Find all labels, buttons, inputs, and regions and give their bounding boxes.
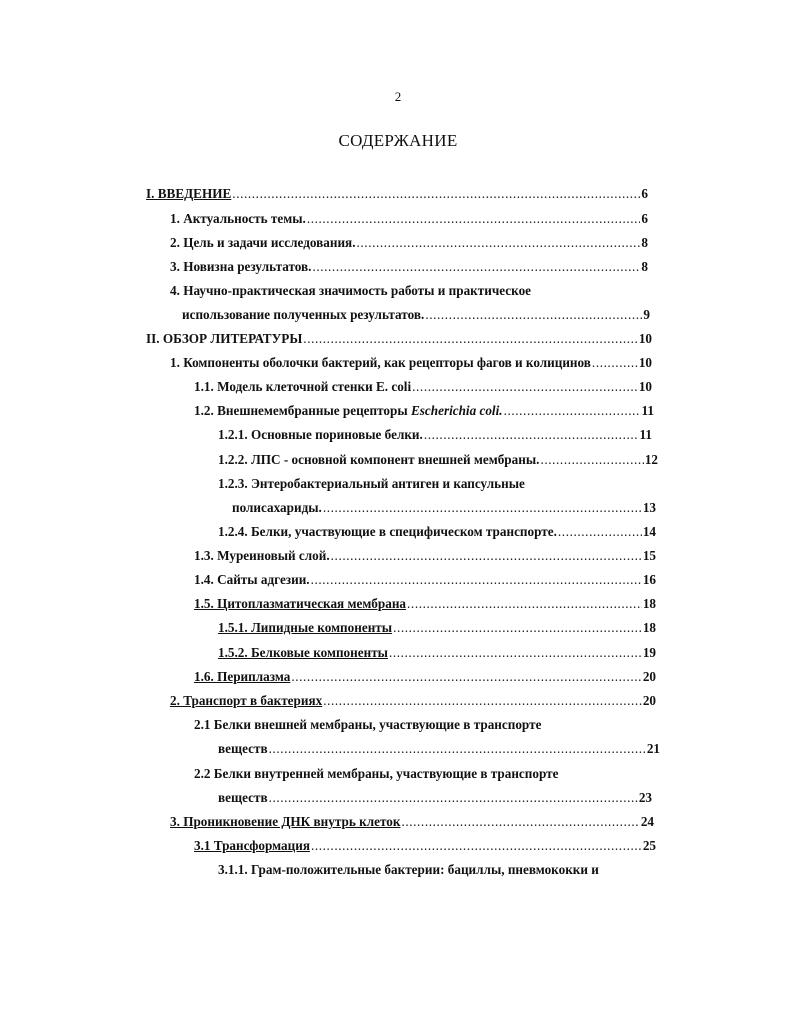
toc-entry-page: 11	[641, 403, 654, 418]
toc-entry-text-prefix: 1.2. Внешнемембранные рецепторы	[194, 403, 411, 418]
toc-entry-r1-3	[194, 548, 656, 564]
toc-entry-r1-2-4	[218, 524, 656, 540]
toc-entry-text: 1.1. Модель клеточной стенки E. coli	[194, 379, 412, 394]
dot-leader	[540, 452, 643, 468]
toc-entry-r3-1-1-line1: 3.1.1. Грам-положительные бактерии: бациллы, пневмококки и	[218, 862, 599, 877]
toc-entry-1	[170, 211, 648, 227]
dot-leader	[558, 524, 642, 540]
toc-entry-page: 9	[643, 307, 650, 322]
toc-entry-r1-2-1	[218, 427, 652, 443]
dot-leader	[331, 548, 642, 564]
toc-entry-text: 1.2.1. Основные пориновые белки.	[218, 427, 423, 442]
toc-entry-page: 23	[638, 790, 652, 805]
toc-entry-page: 8	[641, 235, 648, 250]
toc-entry-r2-1	[218, 741, 660, 757]
toc-entry-text: II. ОБЗОР ЛИТЕРАТУРЫ	[146, 331, 303, 346]
toc-entry-text-italic: Escherichia coli.	[410, 403, 503, 418]
page-title: СОДЕРЖАНИЕ	[338, 131, 458, 150]
toc-entry-text: полисахариды.	[232, 500, 322, 515]
toc-entry-introduction	[146, 186, 648, 202]
toc-entry-page: 11	[639, 427, 652, 442]
dot-leader	[232, 186, 640, 202]
toc-entry-r2-2-line1: 2.2 Белки внутренней мембраны, участвующие в транспорте	[194, 766, 559, 781]
toc-entry-text: 1.2.4. Белки, участвующие в специфическом транспорте.	[218, 524, 557, 539]
dot-leader	[307, 211, 641, 227]
dot-leader	[312, 259, 640, 275]
toc-entry-r1-4	[194, 572, 656, 588]
toc-entry-page: 21	[646, 741, 660, 756]
toc-entry-text: использование полученных результатов.	[182, 307, 425, 322]
dot-leader	[291, 669, 642, 685]
dot-leader	[424, 427, 639, 443]
toc-entry-r2-1-line1: 2.1 Белки внешней мембраны, участвующие в транспорте	[194, 717, 542, 732]
toc-entry-page: 24	[640, 814, 654, 829]
toc-entry-r1-2-2	[218, 452, 658, 468]
toc-entry-r1	[170, 355, 652, 371]
toc-entry-page: 16	[642, 572, 656, 587]
dot-leader	[425, 307, 642, 323]
toc-entry-page: 25	[642, 838, 656, 853]
toc-entry-r1-2	[194, 403, 654, 419]
toc-entry-text: 3. Новизна результатов.	[170, 259, 312, 274]
toc-entry-page: 10	[638, 331, 652, 346]
toc-entry-text: веществ	[218, 790, 268, 805]
dot-leader	[269, 741, 646, 757]
toc-entry-page: 19	[642, 645, 656, 660]
toc-entry-r1-2-3	[232, 500, 656, 516]
toc-entry-r1-5-1	[218, 620, 656, 636]
dot-leader	[504, 403, 641, 419]
dot-leader	[303, 331, 638, 347]
toc-entry-page: 18	[642, 620, 656, 635]
toc-entry-page: 20	[642, 669, 656, 684]
toc-entry-r1-2-3-line1: 1.2.3. Энтеробактериальный антиген и капсульные	[218, 476, 525, 491]
toc-entry-page: 6	[641, 211, 648, 226]
toc-entry-text: 3.1 Трансформация	[194, 838, 310, 853]
dot-leader	[323, 693, 642, 709]
toc-entry-page: 6	[641, 186, 648, 201]
toc-entry-text: 1.4. Сайты адгезии.	[194, 572, 310, 587]
dot-leader	[592, 355, 638, 371]
toc-entry-page: 8	[641, 259, 648, 274]
toc-entry-text: 2. Цель и задачи исследования.	[170, 235, 356, 250]
toc-entry-page: 10	[638, 355, 652, 370]
toc-entry-page: 20	[642, 693, 656, 708]
toc-entry-text: 1.5. Цитоплазматическая мембрана	[194, 596, 407, 611]
toc-entry-text: 1.5.2. Белковые компоненты	[218, 645, 388, 660]
toc-entry-page: 14	[642, 524, 656, 539]
dot-leader	[269, 790, 638, 806]
toc-entry-text: 1. Актуальность темы.	[170, 211, 306, 226]
toc-entry-text: 2. Транспорт в бактериях	[170, 693, 323, 708]
toc-entry-r1-5	[194, 596, 656, 612]
dot-leader	[412, 379, 638, 395]
toc-entry-text: веществ	[218, 741, 268, 756]
toc-entry-page: 12	[644, 452, 658, 467]
toc-entry-2	[170, 235, 648, 251]
toc-entry-r1-1	[194, 379, 652, 395]
toc-entry-text: 3. Проникновение ДНК внутрь клеток	[170, 814, 401, 829]
toc-entry-page: 13	[642, 500, 656, 515]
toc-entry-literature-review	[146, 331, 652, 347]
toc-entry-page: 15	[642, 548, 656, 563]
dot-leader	[311, 838, 642, 854]
toc-entry-text: 1. Компоненты оболочки бактерий, как рецепторы фагов и колицинов	[170, 355, 591, 370]
toc-entry-r3	[170, 814, 654, 830]
toc-entry-r2-2	[218, 790, 652, 806]
dot-leader	[311, 572, 642, 588]
toc-entry-3	[170, 259, 648, 275]
toc-entry-text: 1.6. Периплазма	[194, 669, 291, 684]
toc-entry-text: 1.5.1. Липидные компоненты	[218, 620, 393, 635]
dot-leader	[357, 235, 641, 251]
dot-leader	[401, 814, 639, 830]
toc-entry-4	[182, 307, 650, 323]
page-number: 2	[394, 89, 402, 104]
toc-entry-page: 10	[638, 379, 652, 394]
toc-entry-r1-5-2	[218, 645, 656, 661]
toc-entry-r2	[170, 693, 656, 709]
toc-entry-text: 1.2.2. ЛПС - основной компонент внешней мембраны.	[218, 452, 540, 467]
dot-leader	[389, 645, 642, 661]
toc-entry-r3-1	[194, 838, 656, 854]
toc-entry-r1-6	[194, 669, 656, 685]
dot-leader	[407, 596, 642, 612]
toc-entry-4-line1: 4. Научно-практическая значимость работы и практическое	[170, 283, 532, 298]
dot-leader	[323, 500, 642, 516]
toc-entry-page: 18	[642, 596, 656, 611]
toc-entry-text: 1.3. Муреиновый слой.	[194, 548, 330, 563]
dot-leader	[393, 620, 642, 636]
toc-entry-text: I. ВВЕДЕНИЕ	[146, 186, 232, 201]
toc-entry-text	[194, 403, 503, 419]
